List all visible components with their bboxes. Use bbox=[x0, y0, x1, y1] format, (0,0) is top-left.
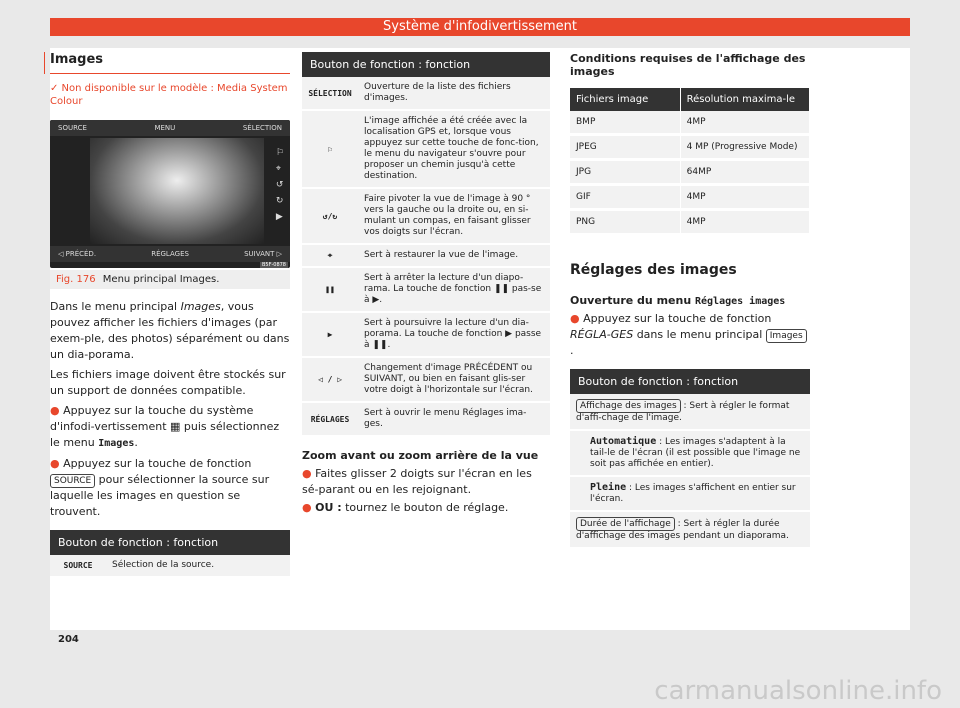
page-number: 204 bbox=[58, 634, 79, 645]
function-desc: Sert à ouvrir le menu Réglages ima-ges. bbox=[358, 402, 550, 436]
max-resolution: 4 MP (Progressive Mode) bbox=[680, 135, 809, 160]
table-row bbox=[302, 267, 550, 312]
file-type: JPEG bbox=[570, 135, 680, 160]
text: Appuyez sur la touche de fonction bbox=[63, 457, 252, 470]
function-desc: L'image affichée a été créée avec la localisation GPS et, lorsque vous appuyez sur cette touche de fonc-tion, le menu du navigateur s'ouvre pour proposer un chemin jusqu'à cette destination. bbox=[358, 110, 550, 188]
conditions-title: Conditions requises de l'affichage des images bbox=[570, 52, 806, 78]
restore-icon: ⌖ bbox=[275, 164, 281, 174]
text: Faites glisser 2 doigts sur l'écran en les sé-parant ou en les rejoignant. bbox=[302, 467, 532, 496]
file-type: BMP bbox=[570, 111, 680, 135]
option-name: Pleine bbox=[590, 482, 627, 493]
availability-note: ✓ Non disponible sur le modèle : Media System Colour bbox=[50, 83, 288, 107]
bullet-item bbox=[50, 403, 290, 452]
table-row bbox=[302, 77, 550, 110]
text: , vous pouvez afficher les fichiers d'images (par exem-ple, des photos) séparément ou dans un dia-porama. bbox=[50, 300, 290, 361]
figure-caption-text: Menu principal Images. bbox=[102, 274, 220, 285]
function-key: ↺/↻ bbox=[302, 188, 358, 244]
function-desc: Sert à arrêter la lecture d'un diapo-rama. La touche de fonction ❚❚ pas-se à ▶. bbox=[358, 267, 550, 312]
settings-label: RÉGLAGES bbox=[151, 250, 189, 258]
resolution-table bbox=[570, 88, 810, 236]
text-em: RÉGLA-GES bbox=[570, 328, 634, 341]
bullet-icon: ● bbox=[302, 501, 316, 514]
function-key: ❚❚ bbox=[302, 267, 358, 312]
max-resolution: 4MP bbox=[680, 185, 809, 210]
function-key: ◁ / ▷ bbox=[302, 357, 358, 402]
table-row bbox=[302, 188, 550, 244]
bullet-item bbox=[50, 456, 290, 520]
menu-name: Images bbox=[98, 438, 135, 449]
table-header-row bbox=[570, 88, 810, 111]
table-row bbox=[570, 111, 810, 135]
bullet-icon: ● bbox=[302, 467, 316, 480]
flag-icon: ⚐ bbox=[275, 148, 284, 158]
function-key: RÉGLAGES bbox=[302, 402, 358, 436]
paragraph bbox=[50, 299, 290, 363]
text: : Sert à régler la durée d'affichage des images pendant un diaporama. bbox=[576, 519, 789, 541]
prev-label: ◁ PRÉCÉD. bbox=[58, 250, 97, 258]
function-key: SOURCE bbox=[50, 555, 106, 577]
table-header: Bouton de fonction : fonction bbox=[570, 369, 810, 394]
display-key: Affichage des images bbox=[576, 399, 681, 413]
screen-top-bar bbox=[50, 120, 290, 136]
table-row bbox=[570, 160, 810, 185]
setting-desc bbox=[570, 476, 810, 511]
function-key: SÉLECTION bbox=[302, 77, 358, 110]
bullet-icon: ● bbox=[50, 457, 64, 470]
screen-figure bbox=[50, 120, 290, 268]
function-desc: Sert à restaurer la vue de l'image. bbox=[358, 244, 550, 267]
figure-code: B5F-0878 bbox=[261, 262, 286, 268]
table-row bbox=[302, 357, 550, 402]
watermark: carmanualsonline.info bbox=[654, 676, 942, 706]
selection-label: SÉLECTION bbox=[242, 124, 282, 132]
images-key: Images bbox=[766, 329, 807, 343]
table-row bbox=[570, 430, 810, 476]
settings-title: Réglages des images bbox=[570, 262, 737, 278]
section-title: Images bbox=[50, 52, 290, 74]
source-label: SOURCE bbox=[58, 124, 87, 132]
table-row bbox=[302, 312, 550, 357]
bullet-icon: ● bbox=[50, 404, 64, 417]
menu-grid-icon: ▦ bbox=[170, 420, 181, 433]
settings-table bbox=[570, 369, 810, 549]
table-row bbox=[302, 110, 550, 188]
bullet-item bbox=[302, 500, 550, 516]
max-resolution: 4MP bbox=[680, 210, 809, 235]
setting-desc bbox=[570, 511, 810, 548]
function-desc: Sert à poursuivre la lecture d'un dia-porama. La touche de fonction ▶ passe à ❚❚. bbox=[358, 312, 550, 357]
text-strong: OU : bbox=[315, 501, 342, 514]
column-left bbox=[50, 52, 290, 578]
text: : Sert à régler le format d'affi-chage de l'image. bbox=[576, 401, 790, 423]
text: . bbox=[570, 344, 574, 357]
table-header: Bouton de fonction : fonction bbox=[50, 530, 290, 555]
table-row bbox=[570, 394, 810, 430]
function-key: ⚐ bbox=[302, 110, 358, 188]
function-key: ⌖ bbox=[302, 244, 358, 267]
text: tournez le bouton de réglage. bbox=[341, 501, 509, 514]
text: Appuyez sur la touche du système d'infodi-vertissement bbox=[50, 404, 254, 433]
screen-bottom-bar bbox=[50, 246, 290, 262]
function-table bbox=[302, 77, 550, 437]
zoom-title: Zoom avant ou zoom arrière de la vue bbox=[302, 449, 539, 462]
column-right bbox=[570, 52, 810, 549]
bullet-icon: ● bbox=[570, 312, 584, 325]
duration-key: Durée de l'affichage bbox=[576, 517, 675, 531]
max-resolution: 64MP bbox=[680, 160, 809, 185]
function-desc: Faire pivoter la vue de l'image à 90 ° vers la gauche ou la droite ou, en si-mulant un compas, en faisant glisser vos doigts sur l'écran. bbox=[358, 188, 550, 244]
file-type: PNG bbox=[570, 210, 680, 235]
text: Ouverture du menu bbox=[570, 294, 695, 307]
open-menu-title bbox=[570, 294, 810, 307]
menu-label: MENU bbox=[154, 124, 176, 132]
bullet-item bbox=[302, 466, 550, 498]
table-row bbox=[570, 476, 810, 511]
rotate-left-icon: ↺ bbox=[275, 180, 284, 190]
screen-side-buttons bbox=[276, 148, 284, 222]
table-header: Bouton de fonction : fonction bbox=[302, 52, 550, 77]
file-type: JPG bbox=[570, 160, 680, 185]
menu-name: Réglages images bbox=[695, 296, 786, 307]
table-row bbox=[570, 210, 810, 235]
source-key: SOURCE bbox=[50, 474, 95, 488]
table-row bbox=[570, 135, 810, 160]
play-icon: ▶ bbox=[275, 212, 283, 222]
table-row bbox=[570, 511, 810, 548]
function-key: ▶ bbox=[302, 312, 358, 357]
paragraph: Les fichiers image doivent être stockés sur un support de données compatible. bbox=[50, 368, 286, 397]
text: Dans le menu principal bbox=[50, 300, 181, 313]
file-type: GIF bbox=[570, 185, 680, 210]
text: dans le menu principal bbox=[633, 328, 766, 341]
bullet-item bbox=[570, 311, 810, 359]
option-name: Automatique bbox=[590, 436, 657, 447]
max-resolution: 4MP bbox=[680, 111, 809, 135]
function-desc: Sélection de la source. bbox=[106, 555, 290, 577]
text: Appuyez sur la touche de fonction bbox=[583, 312, 772, 325]
setting-desc bbox=[570, 430, 810, 476]
figure-caption bbox=[50, 270, 290, 289]
function-desc: Ouverture de la liste des fichiers d'images. bbox=[358, 77, 550, 110]
rotate-right-icon: ↻ bbox=[275, 196, 284, 206]
column-middle bbox=[302, 52, 550, 516]
photo-image bbox=[90, 138, 264, 244]
setting-desc bbox=[570, 394, 810, 430]
text: puis sélectionnez le menu bbox=[50, 420, 280, 449]
next-label: SUIVANT ▷ bbox=[244, 250, 282, 258]
table-row bbox=[302, 402, 550, 436]
text: : Les images s'adaptent à la tail-le de l'écran (il est possible que l'image ne soit pas affichée en entier). bbox=[590, 437, 801, 469]
function-table-small bbox=[50, 530, 290, 578]
table-row bbox=[50, 555, 290, 577]
function-desc: Changement d'image PRÉCÉDENT ou SUIVANT, ou bien en faisant glis-ser votre doigt à l'horizontale sur l'écran. bbox=[358, 357, 550, 402]
column-header: Résolution maxima-le bbox=[680, 88, 809, 111]
text-em: Images bbox=[180, 300, 221, 313]
chapter-header: Système d'infodivertissement bbox=[50, 18, 910, 36]
text: : Les images s'affichent en entier sur l'écran. bbox=[590, 483, 796, 504]
figure-number: Fig. 176 bbox=[56, 274, 96, 285]
table-row bbox=[302, 244, 550, 267]
text: pour sélectionner la source sur laquelle les images en question se trouvent. bbox=[50, 473, 270, 518]
table-row bbox=[570, 185, 810, 210]
column-header: Fichiers image bbox=[570, 88, 680, 111]
text: . bbox=[134, 436, 138, 449]
